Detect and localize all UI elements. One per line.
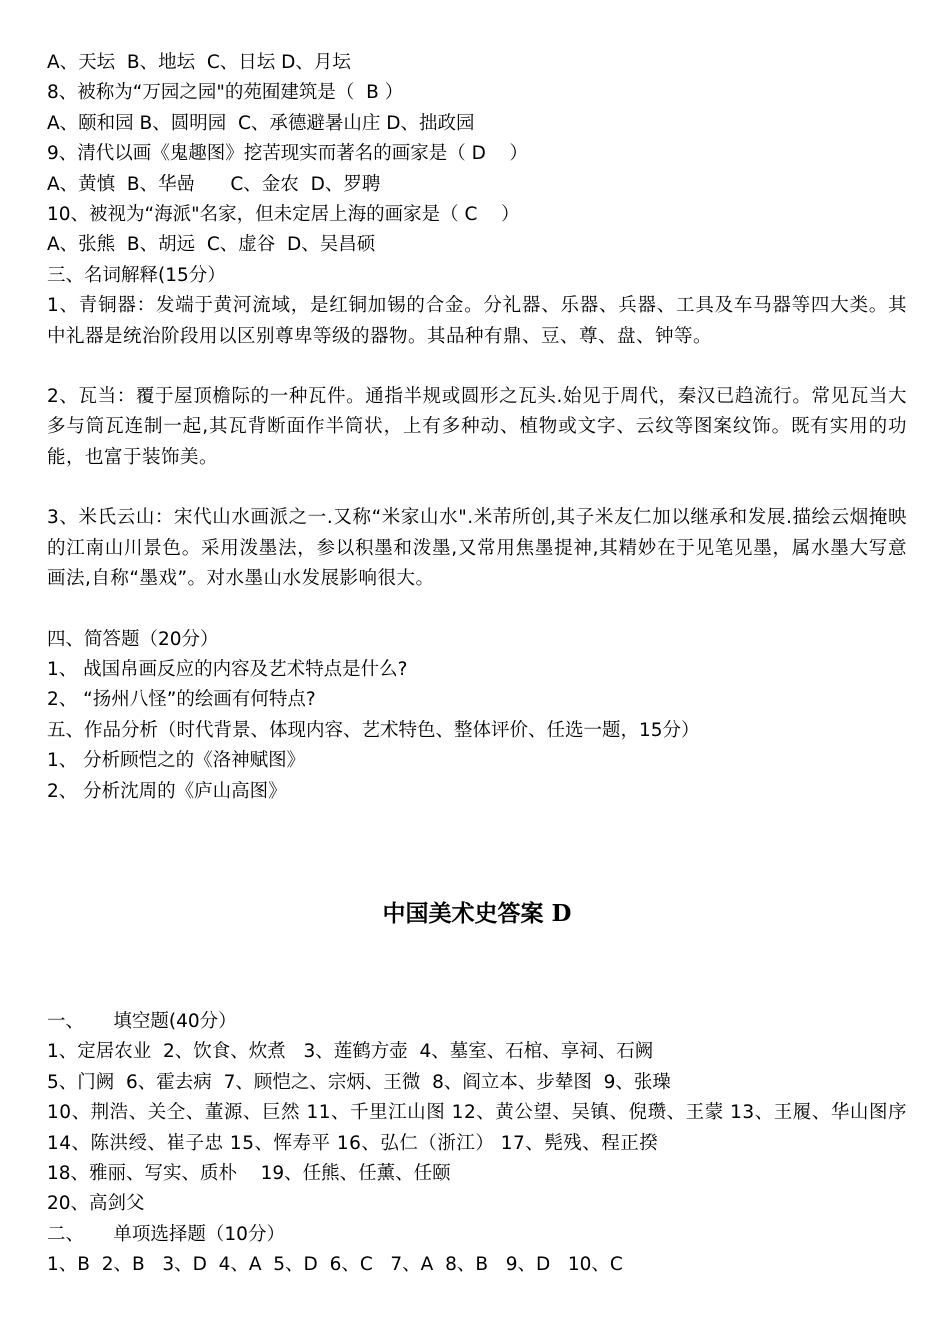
section-heading: 三、名词解释(15分） bbox=[47, 264, 226, 286]
option-line: A、颐和园 B、圆明园 C、承德避暑山庄 D、拙政园 bbox=[47, 112, 475, 134]
term-wadang: 2、瓦当：覆于屋顶檐际的一种瓦件。通指半规或圆形之瓦头.始见于周代，秦汉已趋流行。常见瓦当大多与筒瓦连制一起,其瓦背断面作半筒状，上有多种动、植物或文字、云纹等图案纹饰。既有实用的功能，也富于装饰美。 bbox=[47, 386, 907, 468]
short-question: 1、 战国帛画反应的内容及艺术特点是什么? bbox=[47, 658, 408, 680]
option-line: A、天坛 B、地坛 C、日坛 D、月坛 bbox=[47, 52, 351, 73]
spacer bbox=[47, 595, 907, 625]
spacer bbox=[47, 473, 907, 503]
answer-line: 1、定居农业 2、饮食、炊煮 3、莲鹤方壶 4、墓室、石棺、享祠、石阙 bbox=[47, 1041, 654, 1063]
question-10: 10、被视为“海派"名家，但未定居上海的画家是（ C ） bbox=[47, 204, 520, 226]
answer-paragraph: 10、荆浩、关仝、董源、巨然 11、千里江山图 12、黄公望、吴镇、倪瓒、王蒙 13、王履、华山图序 14、陈洪绶、崔子忠 15、恽寿平 16、弘仁（浙江） 17、髡残、程正揆 bbox=[47, 1102, 907, 1154]
short-question: 2、 “扬州八怪”的绘画有何特点? bbox=[47, 689, 316, 711]
spacer bbox=[47, 807, 907, 899]
term-bronze: 1、青铜器：发端于黄河流域，是红铜加锡的合金。分礼器、乐器、兵器、工具及车马器等四大类。其中礼器是统治阶段用以区别尊卑等级的器物。其品种有鼎、豆、尊、盘、钟等。 bbox=[47, 295, 907, 347]
section-heading: 二、 单项选择题（10分） bbox=[47, 1223, 285, 1245]
analysis-item: 1、 分析顾恺之的《洛神赋图》 bbox=[47, 750, 306, 772]
section-heading: 一、 填空题(40分） bbox=[47, 1010, 237, 1032]
analysis-item: 2、 分析沈周的《庐山高图》 bbox=[47, 780, 287, 802]
spacer bbox=[47, 352, 907, 382]
answer-line: 1、B 2、B 3、D 4、A 5、D 6、C 7、A 8、B 9、D 10、C bbox=[47, 1254, 623, 1276]
answers-title: 中国美术史答案 D bbox=[382, 899, 572, 927]
document-page bbox=[47, 48, 907, 1281]
option-line: A、张熊 B、胡远 C、虚谷 D、吴昌硕 bbox=[47, 234, 376, 256]
answer-line: 5、门阙 6、霍去病 7、顾恺之、宗炳、王微 8、阎立本、步辇图 9、张璪 bbox=[47, 1071, 671, 1093]
term-mishi-yunshan: 3、米氏云山：宋代山水画派之一.又称“米家山水".米芾所创,其子米友仁加以继承和发展.描绘云烟掩映的江南山川景色。采用泼墨法，参以积墨和泼墨,又常用焦墨提神,其精妙在于见笔见墨，属水墨大写意画法,自称“墨戏”。对水墨山水发展影响很大。 bbox=[47, 507, 907, 590]
option-line: A、黄慎 B、华喦 C、金农 D、罗聘 bbox=[47, 173, 381, 195]
section-heading: 五、作品分析（时代背景、体现内容、艺术特色、整体评价、任选一题，15分） bbox=[47, 719, 700, 741]
question-8: 8、被称为“万园之园"的苑囿建筑是（ B ） bbox=[47, 82, 404, 104]
answer-line: 18、雅丽、写实、质朴 19、任熊、任薰、任颐 bbox=[47, 1162, 451, 1184]
answer-line: 20、高剑父 bbox=[47, 1193, 145, 1215]
spacer bbox=[47, 929, 907, 1007]
section-heading: 四、简答题（20分） bbox=[47, 628, 219, 650]
question-9: 9、清代以画《鬼趣图》挖苦现实而著名的画家是（ D ） bbox=[47, 143, 528, 165]
